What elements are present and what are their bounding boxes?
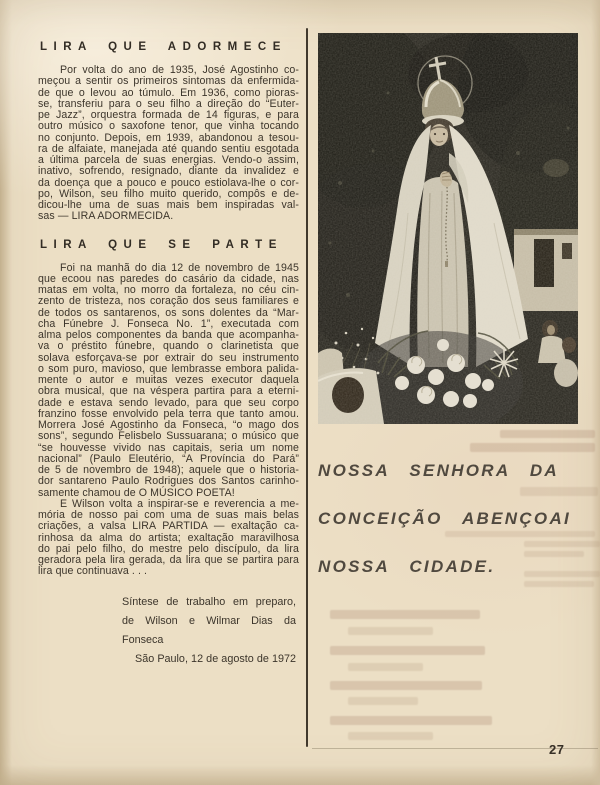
text-line: do pai pelo filho, do mestre pelo discípulo, da lira	[38, 542, 299, 555]
bleed-through-text	[500, 430, 595, 438]
text-line: va o préstito fúnebre, quando o clarinetista que	[38, 340, 299, 353]
left-column	[38, 41, 299, 669]
column-divider-rule	[306, 28, 308, 747]
section-title-lira-que-se-parte: LIRA QUE SE PARTE	[40, 238, 283, 251]
bleed-through-text	[330, 646, 485, 655]
paragraph-lira-adormecida	[38, 65, 299, 223]
text-line: de todos os santarenos, os sons dolentes da “Mar-	[38, 306, 299, 319]
text-line: inativo, sofrendo, resignado, diante da invalidez e	[38, 165, 299, 178]
text-line: rinhosa da alma do artista; exaltação maravilhosa	[38, 531, 299, 544]
text-line: franzino fosse envolvido pela terra que tanto amou.	[38, 407, 299, 420]
text-line: E Wilson volta a inspirar-se e reverencia a me-	[60, 497, 299, 510]
text-line: lira que continuava . . .	[38, 565, 148, 578]
text-line: sons”, segundo Felisbelo Sussuarana; o músico que	[38, 430, 299, 443]
text-line: samente chamou de O MÚSICO POETA!	[38, 486, 235, 499]
bleed-through-text	[330, 716, 492, 725]
text-line: outro músico o saxofone tenor, que vinha tocando	[38, 120, 299, 133]
text-line: Morrera José Agostinho da Fonseca, “o mago dos	[38, 419, 299, 431]
bleed-through-text	[348, 732, 433, 740]
text-line: no conjunto. Depois, em 1939, abandonou a tesou-	[38, 131, 299, 144]
text-line: alma pelos componentes da banda que acompanha-	[38, 329, 299, 341]
text-line: dor santareno Paulo Rodrigues dos Santos carinho-	[38, 475, 299, 488]
paragraph-lira-partida	[38, 499, 299, 578]
text-line: da doença que a pouco e pouco estiolava-lhe o cor-	[38, 176, 299, 189]
text-line: NOSSA SENHORA DA	[318, 461, 560, 480]
text-line: Foi na manhã do dia 12 de novembro de 1945	[60, 261, 299, 274]
text-line: ra de alfaiate, manejada até quando sentiu esgotada	[38, 142, 299, 155]
text-line: que ecoou nas paredes do casário da cidade, nas	[38, 272, 299, 285]
page-number: 27	[549, 742, 565, 757]
text-line: se, transferiu para o seu filho a direção do “Euter-	[38, 97, 299, 110]
text-line: pe Jazz”, orquestra formada de 14 figuras, e para	[38, 109, 299, 121]
text-line: mória de nosso pai com uma de suas mais belas	[38, 509, 299, 521]
text-line: de 5 de novembro de 1948); aquele que o historia-	[38, 464, 299, 476]
bleed-through-text	[348, 627, 433, 635]
photo-caption	[318, 461, 593, 605]
text-line: dade e estava sendo levado, para que seu corpo	[38, 396, 299, 409]
text-line: Síntese de trabalho em preparo,	[122, 595, 296, 608]
text-line: sas — LIRA ADORMECIDA.	[38, 210, 174, 223]
text-line: CONCEIÇÃO ABENÇOAI	[318, 509, 572, 528]
text-line: meçou a sentir os primeiros sintomas da enfermida-	[38, 75, 299, 88]
section-title-lira-que-adormece: LIRA QUE ADORMECE	[40, 41, 287, 53]
text-line: Fonseca	[122, 633, 164, 646]
bleed-through-text	[470, 443, 595, 452]
text-line: São Paulo, 12 de agosto de 1972	[135, 652, 296, 665]
text-line: dicou-lhe uma de suas mais bem inspiradas val-	[38, 199, 299, 211]
procession-photo	[318, 33, 578, 424]
text-line: a última parcela de suas energias. Vendo-o assim,	[38, 154, 299, 166]
text-line: po, Wilson, seu filho muito querido, compôs e de-	[38, 187, 299, 200]
text-line: mente o autor e muitas vezes executor daquela	[38, 374, 299, 386]
signature-block	[122, 593, 296, 669]
text-line: matas em volta, no morro da fortaleza, no céu cin-	[38, 284, 299, 296]
bleed-through-text	[330, 681, 482, 690]
text-line: Por volta do ano de 1935, José Agostinho co-	[60, 64, 299, 76]
text-line: obra musical, que na véspera partira para a eterni-	[38, 385, 299, 398]
text-line: nacional” (Paulo Eleutério, “A Província do Pará”	[38, 452, 299, 465]
text-line: zento de tristeza, nos coração dos seus familiares e	[38, 295, 299, 308]
text-line: geradora pela lira gerada, da lira que se partira para	[38, 554, 299, 566]
text-line: “se houvesse vivido nas capitais, seria um nome	[38, 441, 299, 454]
text-line: solava esforçava-se por extrair do seu instrumento	[38, 351, 299, 364]
paragraph-marcha-funebre	[38, 263, 299, 499]
text-line: criações, a valsa LIRA PARTIDA — exaltação ca-	[38, 520, 299, 533]
bleed-through-text	[348, 697, 418, 705]
text-line: NOSSA CIDADE.	[318, 557, 496, 576]
text-line: cha Fúnebre J. Fonseca No. 1”, executada com	[38, 317, 299, 330]
bleed-through-text	[330, 610, 480, 619]
text-line: de Wilson e Wilmar Dias da	[122, 614, 296, 627]
bleed-through-text	[348, 663, 423, 671]
statue-photo-illustration	[318, 33, 578, 424]
text-line: o som puro, mavioso, que lembrasse embora palida-	[38, 362, 299, 375]
text-line: de que o levou ao túmulo. Em 1936, como pioras-	[38, 86, 299, 99]
